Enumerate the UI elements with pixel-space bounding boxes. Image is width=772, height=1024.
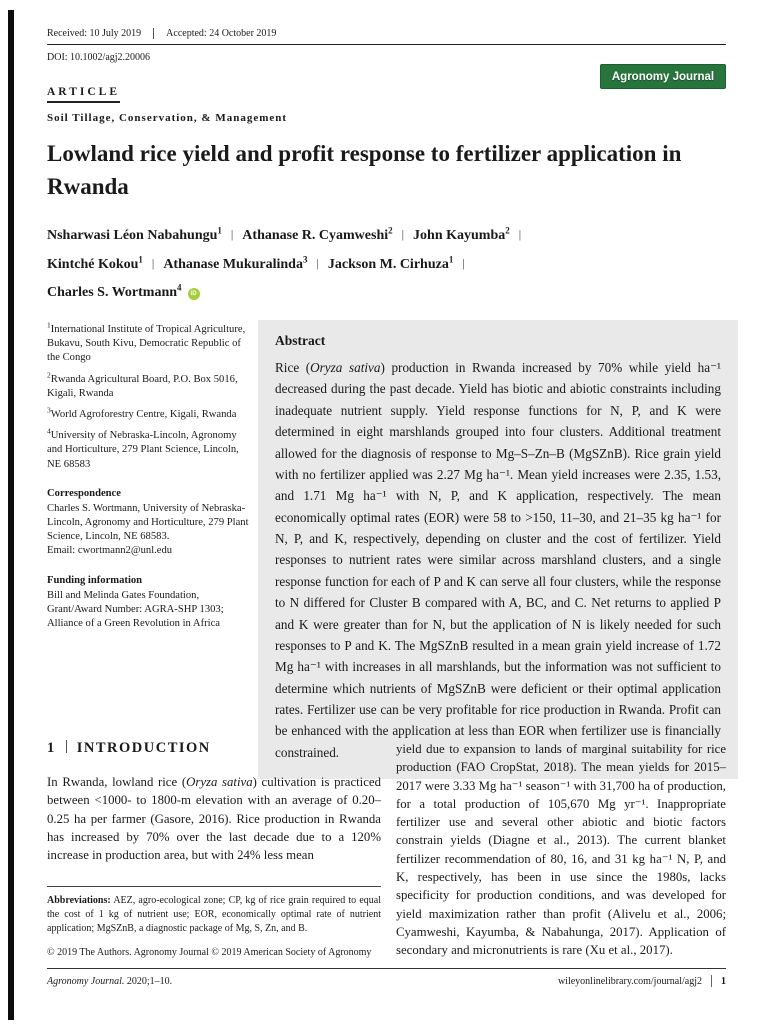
footer bbox=[47, 975, 726, 987]
intro-paragraph-left: In Rwanda, lowland rice (Oryza sativa) cultivation is practiced between <1000- to 1800-m elevation with an average of 0.20–0.25 ha per farmer (Gasore, 2016). Rice production in Rwanda has increased by 70% over the last decade due to a 120% increase in production area, but with 24% less mean bbox=[47, 775, 381, 863]
received-accepted-row bbox=[47, 28, 726, 45]
correspondence-heading: Correspondence bbox=[47, 487, 121, 499]
author: Jackson M. Cirhuza$^1$ bbox=[327, 254, 454, 272]
footer-citation: Agronomy Journal. 2020;1–10. bbox=[47, 975, 173, 987]
article-info-column bbox=[47, 320, 250, 631]
author: John Kayumba$^2$ bbox=[413, 225, 510, 243]
copyright-line: © 2019 The Authors. Agronomy Journal © 2019 American Society of Agronomy bbox=[47, 947, 372, 958]
affiliation-item: $^3$World Agroforestry Centre, Kigali, Rwanda bbox=[47, 405, 237, 420]
funding-text: Bill and Melinda Gates Foundation, Grant/Award Number: AGRA-SHP 1303; Alliance of a Green Revolution in Africa bbox=[47, 589, 224, 630]
footer-rule bbox=[47, 968, 726, 969]
author-separator: | bbox=[401, 227, 405, 241]
author-separator: | bbox=[462, 255, 465, 270]
page-title: Lowland rice yield and profit response to fertilizer application in Rwanda bbox=[47, 141, 682, 200]
abstract-box bbox=[258, 320, 738, 779]
received-date: Received: 10 July 2019 bbox=[47, 28, 154, 39]
author: Athanase R. Cyamweshi$^2$ bbox=[242, 225, 393, 243]
affiliation-item: $^2$Rwanda Agricultural Board, P.O. Box 5016, Kigali, Rwanda bbox=[47, 370, 238, 399]
footer-url[interactable]: wileyonlinelibrary.com/journal/agj2 bbox=[557, 975, 702, 987]
affiliations bbox=[47, 320, 250, 472]
author: Athanase Mukuralinda$^3$ bbox=[163, 254, 308, 272]
affiliation-item: $^4$University of Nebraska-Lincoln, Agronomy and Horticulture, 279 Plant Science, Lincoln, NE 68583 bbox=[47, 426, 239, 470]
author-separator: | bbox=[316, 255, 319, 270]
article-category: Soil Tillage, Conservation, & Management bbox=[47, 112, 288, 124]
author-separator: | bbox=[518, 227, 522, 241]
affiliation-item: $^1$International Institute of Tropical Agriculture, Bukavu, South Kivu, Democratic Republic of the Congo bbox=[47, 320, 246, 364]
author: Kintché Kokou$^1$ bbox=[47, 254, 143, 272]
author: Nsharwasi Léon Nabahungu$^1$ bbox=[47, 225, 222, 243]
abstract-text: Rice (Oryza sativa) production in Rwanda increased by 70% while yield ha⁻¹ decreased during the past decade. Yield has biotic and abiotic constraints including inadequate nutrient supply. Yield response functions for N, P, and K were determined in eight marshlands grouped into four clusters. Additional treatment allowed for the diagnosis of response to Mg–S–Zn–B (MgSZnB). Rice grain yield with no fertilizer applied was 2.27 Mg ha⁻¹. Mean yield increases were 2.35, 1.53, and 1.71 Mg ha⁻¹ with N, P, and K application, respectively. The mean economically optimal rates (EOR) were 58 to >150, 11–30, and 21–35 kg ha⁻¹ for N, P, and K, respectively, depending on cluster and the cost of fertilizer. Yield responses to nutrient rates were similar across marshland clusters, and a single response function for each of P and K can serve all four clusters, while the response to N differed for Cluster B compared with A, BC, and C. Net returns to applied P and K were greater than for N, but the application of N is likely needed for such responses to P and K. The MgSZnB resulted in a mean grain yield increase of 1.72 Mg ha⁻¹ with increases in all marshlands, but the information was not sufficient to determine which nutrients of MgSZnB were deficient or their optimal application rates. Fertilizer use can be very profitable for rice production in Rwanda. Profit can be enhanced with the application at less than EOR when fertilizer use is financially constrained. bbox=[275, 360, 721, 760]
author-list bbox=[47, 222, 717, 308]
abbreviations-footnote: Abbreviations: AEZ, agro-ecological zone; CP, kg of rice grain required to equal the cost of 1 kg of nutrient use; EOR, economically optimal rate of nutrient application; MgSZnB, a diagnostic package of Mg, S, Zn, and B. bbox=[47, 886, 381, 935]
section-heading-divider bbox=[66, 740, 67, 753]
correspondence-text: Charles S. Wortmann, University of Nebraska-Lincoln, Agronomy and Horticulture, 279 Plant Science, Lincoln, NE 68583. bbox=[47, 502, 249, 543]
section-number: 1 bbox=[47, 740, 56, 756]
footer-divider bbox=[711, 975, 712, 987]
page-number: 1 bbox=[721, 975, 726, 987]
article-type-label: ARTICLE bbox=[47, 86, 120, 103]
page-edge-bar bbox=[8, 10, 14, 1020]
author-separator: | bbox=[151, 255, 155, 270]
funding-heading: Funding information bbox=[47, 574, 143, 586]
section-heading-introduction bbox=[47, 740, 211, 757]
journal-badge[interactable]: Agronomy Journal bbox=[600, 64, 726, 89]
author: Charles S. Wortmann$^4$iD bbox=[47, 285, 200, 300]
correspondence-email[interactable]: Email: cwortmann2@unl.edu bbox=[47, 545, 173, 557]
section-title: INTRODUCTION bbox=[76, 740, 211, 756]
abstract-heading: Abstract bbox=[275, 333, 326, 348]
accepted-date: Accepted: 24 October 2019 bbox=[166, 28, 277, 39]
intro-paragraph-right: yield due to expansion to lands of marginal suitability for rice production (FAO CropStat, 2018). The mean yields for 2015–2017 were 3.33 Mg ha⁻¹ season⁻¹ with 31,700 ha of production, for a total production of 105,670 Mg yr⁻¹. Inappropriate fertilizer use and several other abiotic and biotic factors constrain yields (Diagne et al., 2013). The current blanket fertilizer recommendation of 80, 16, and 31 kg ha⁻¹ N, P, and K, respectively, has been in use since the 1980s, lacks specificity for production conditions, and was developed for yield maximization rather than profit (Alivelu et al., 2006; Cyamweshi, Kayumba, & Nabahunga, 2017). Application of secondary and micronutrients is rare (Xu et al., 2017). bbox=[396, 742, 726, 958]
orcid-icon[interactable]: iD bbox=[188, 288, 200, 300]
doi: DOI: 10.1002/agj2.20006 bbox=[47, 52, 151, 63]
author-separator: | bbox=[230, 227, 234, 241]
